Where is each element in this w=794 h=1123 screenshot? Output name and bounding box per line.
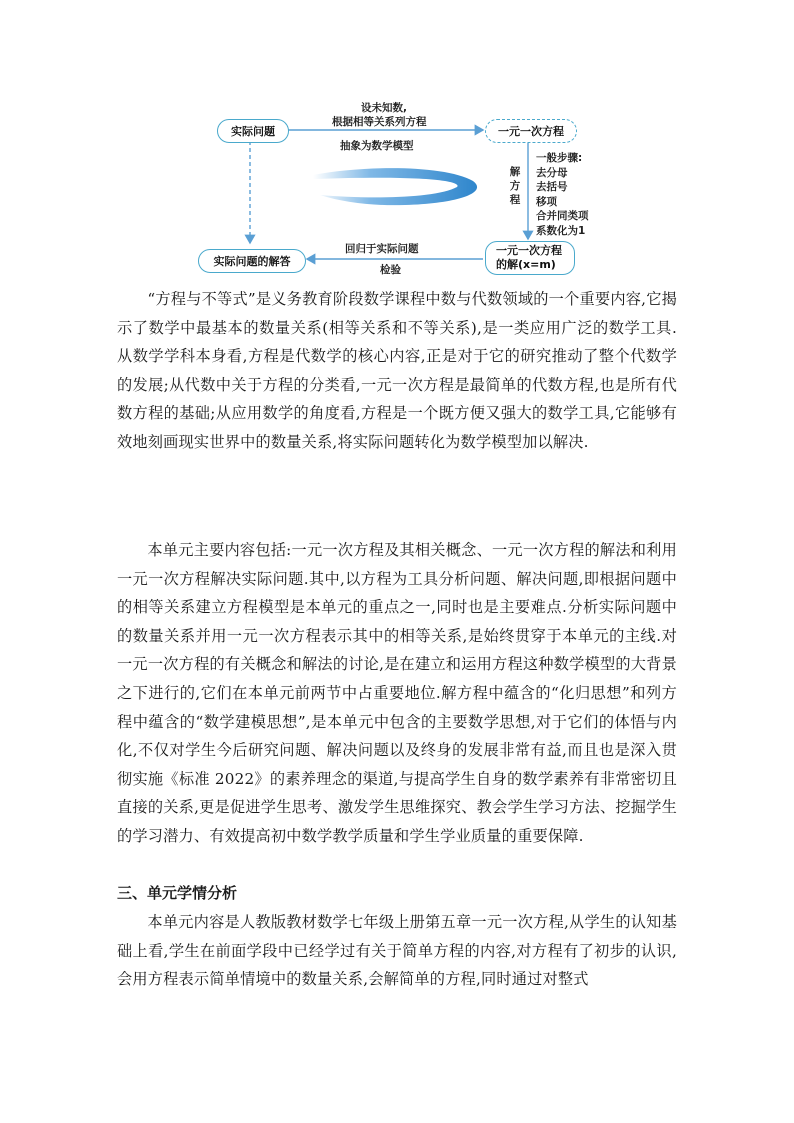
- label-build-equation: 根据相等关系列方程: [332, 116, 427, 128]
- label-abstract-model: 抽象为数学模型: [340, 140, 414, 152]
- step-item: 移项: [536, 195, 557, 208]
- equation-flow-diagram: [195, 95, 615, 275]
- label-solve-equation: 解 方 程: [509, 166, 521, 206]
- section-heading: 三、单元学情分析: [117, 884, 238, 902]
- step-item: 系数化为1: [536, 224, 586, 237]
- label-check: 检验: [380, 264, 401, 276]
- paragraph-learner-analysis: 本单元内容是人教版教材数学七年级上册第五章一元一次方程,从学生的认知基础上看,学生在前面学段中已经学过有关于简单方程的内容,对方程有了初步的认识,会用方程表示简单情境中的数量关系,会解简单的方程,同时通过对整式: [117, 913, 677, 989]
- paragraph-unit-content: 本单元主要内容包括:一元一次方程及其相关概念、一元一次方程的解法和利用一元一次方程解决实际问题.其中,以方程为工具分析问题、解决问题,即根据问题中的相等关系建立方程模型是本单元的重点之一,同时也是主要难点.分析实际问题中的数量关系并用一元一次方程表示其中的相等关系,是始终贯穿于本单元的主线.对一元一次方程的有关概念和解法的讨论,是在建立和运用方程这种数学模型的大背景之下进行的,它们在本单元前两节中占重要地位.解方程中蕴含的“化归思想”和列方程中蕴含的“数学建模思想”,是本单元中包含的主要数学思想,对于它们的体悟与内化,不仅对学生今后研究问题、解决问题以及终身的发展非常有益,而且也是深入贯彻实施《标准 2022》的素养理念的渠道,与提高学生自身的数学素养有非常密切且直接的关系,更是促进学生思考、激发学生思维探究、教会学生学习方法、挖掘学生的学习潜力、有效提高初中数学教学质量和学生学业质量的重要保障.: [117, 541, 677, 845]
- step-item: 合并同类项: [536, 210, 589, 222]
- label-set-unknown: 设未知数,: [361, 102, 407, 114]
- solution-steps: [536, 151, 589, 238]
- box-real-problem: 实际问题: [217, 119, 289, 143]
- step-item: 去分母: [536, 166, 568, 179]
- solution-line-1: 一元一次方程: [496, 244, 562, 257]
- label-return-to-problem: 回归于实际问题: [345, 243, 419, 255]
- paragraph-intro: “方程与不等式”是义务教育阶段数学课程中数与代数领域的一个重要内容,它揭示了数学中最基本的数量关系(相等关系和不等关系),是一类应用广泛的数学工具.从数学学科本身看,方程是代数学的核心内容,正是对于它的研究推动了整个代数学的发展;从代数中关于方程的分类看,一元一次方程是最简单的代数方程,也是所有代数方程的基础;从应用数学的角度看,方程是一个既方便又强大的数学工具,它能够有效地刻画现实世界中的数量关系,将实际问题转化为数学模型加以解决.: [117, 290, 677, 451]
- solution-line-2: 的解(x=m): [496, 258, 556, 271]
- box-equation-solution: [485, 241, 575, 275]
- step-title: 一般步骤:: [536, 152, 583, 164]
- step-item: 去括号: [536, 181, 568, 193]
- box-real-answer: 实际问题的解答: [198, 249, 306, 273]
- swirl-arrow: [313, 168, 477, 205]
- box-linear-equation: 一元一次方程: [485, 119, 577, 143]
